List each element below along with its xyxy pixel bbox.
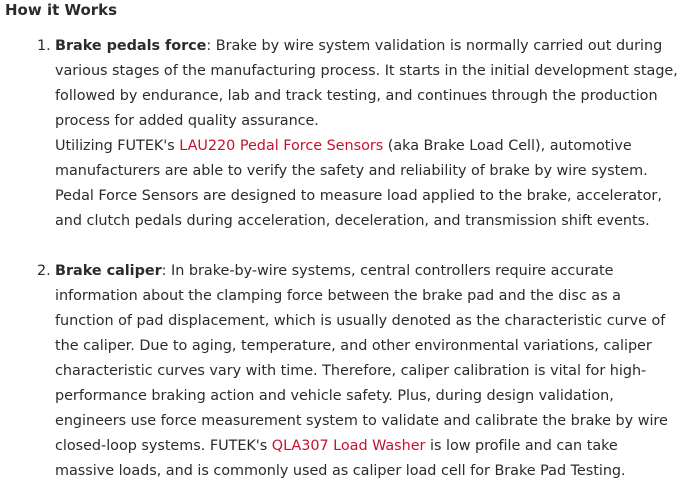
list-item: [0, 34, 685, 234]
step-text: closed-loop systems. FUTEK's: [55, 438, 272, 454]
step-text: (aka Brake Load Cell), automotive: [383, 138, 632, 154]
step-line: [55, 134, 685, 159]
step-line: performance braking action and vehicle safety. Plus, during design validation,: [55, 388, 614, 404]
step-line: characteristic curves vary with time. Therefore, caliper calibration is vital for high-: [55, 363, 647, 379]
step-line: manufacturers are able to verify the safety and reliability of brake by wire system.: [55, 163, 648, 179]
list-item: [0, 259, 685, 484]
step-term: Brake caliper: [55, 263, 162, 279]
steps-list: [0, 34, 685, 484]
step-text: Utilizing FUTEK's: [55, 138, 180, 154]
step-line: function of pad displacement, which is usually denoted as the characteristic curve of: [55, 313, 666, 329]
step-line: and clutch pedals during acceleration, deceleration, and transmission shift events.: [55, 213, 650, 229]
step-line: engineers use force measurement system to validate and calibrate the brake by wire: [55, 413, 668, 429]
step-line: [55, 434, 685, 459]
step-line: [55, 34, 685, 59]
section-heading: How it Works: [5, 1, 118, 19]
step-line: [55, 259, 685, 284]
step-line: followed by endurance, lab and track testing, and continues through the production: [55, 88, 658, 104]
step-line: information about the clamping force between the brake pad and the disc as a: [55, 288, 621, 304]
step-number: 1.: [37, 38, 51, 54]
step-line: various stages of the manufacturing process. It starts in the initial development stage,: [55, 63, 678, 79]
step-number: 2.: [37, 263, 51, 279]
lau220-pedal-force-sensors-link[interactable]: LAU220 Pedal Force Sensors: [179, 138, 384, 154]
step-line: massive loads, and is commonly used as caliper load cell for Brake Pad Testing.: [55, 463, 626, 479]
step-line: process for added quality assurance.: [55, 113, 319, 129]
step-line: Pedal Force Sensors are designed to measure load applied to the brake, accelerator,: [55, 188, 662, 204]
qla307-load-washer-link[interactable]: QLA307 Load Washer: [271, 438, 426, 454]
step-text: is low profile and can take: [425, 438, 618, 454]
step-text: : Brake by wire system validation is normally carried out during: [206, 38, 663, 54]
step-text: : In brake-by-wire systems, central controllers require accurate: [161, 263, 614, 279]
step-term: Brake pedals force: [55, 38, 207, 54]
step-line: the caliper. Due to aging, temperature, and other environmental variations, caliper: [55, 338, 652, 354]
